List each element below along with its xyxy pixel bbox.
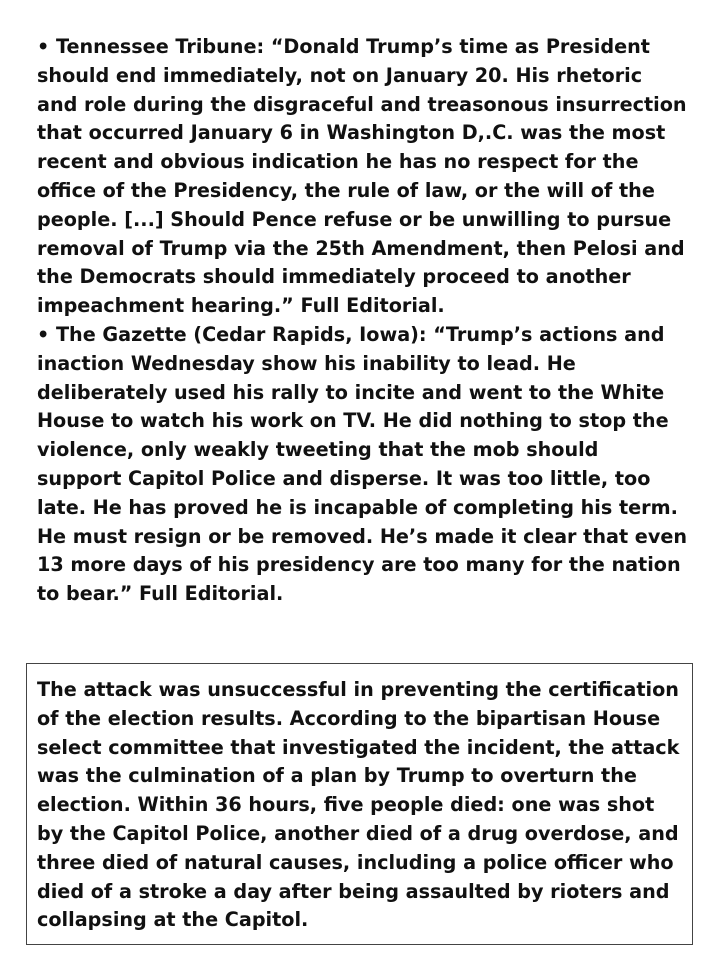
info-box — [26, 663, 693, 945]
info-box-text: The attack was unsuccessful in preventing the certification of the election results. According to the bipartisan House select committee that investigated the incident, the attack was the culmination of a plan by Trump to overturn the election. Within 36 hours, five people died: one was shot by the Capitol Police, another died of a drug overdose, and three died of natural causes, including a police officer who died of a stroke a day after being assaulted by rioters and collapsing at the Capitol. — [37, 678, 680, 932]
quote-text: Tennessee Tribune: “Donald Trump’s time as President should end immediately, not on January 20. His rhetoric and role during the disgraceful and treasonous insurrection that occurred January 6 in Washington D,.C. was the most recent and obvious indication he has no respect for the office of the Presidency, the rule of law, or the will of the people. [...] Should Pence refuse or be unwilling to pursue removal of Trump via the 25th Amendment, then Pelosi and the Democrats should immediately proceed to another impeachment hearing.” Full Editorial. — [37, 35, 687, 318]
editorial-quotes — [37, 33, 687, 609]
bullet: • — [37, 322, 50, 346]
quote-the-gazette — [37, 321, 687, 609]
quote-tennessee-tribune — [37, 33, 687, 321]
quote-text: The Gazette (Cedar Rapids, Iowa): “Trump’s actions and inaction Wednesday show his inability to lead. He deliberately used his rally to incite and went to the White House to watch his work on TV. He did nothing to stop the violence, only weakly tweeting that the mob should support Capitol Police and disperse. It was too little, too late. He has proved he is incapable of completing his term. He must resign or be removed. He’s made it clear that even 13 more days of his presidency are too many for the nation to bear.” Full Editorial. — [37, 322, 687, 606]
bullet: • — [37, 35, 50, 58]
